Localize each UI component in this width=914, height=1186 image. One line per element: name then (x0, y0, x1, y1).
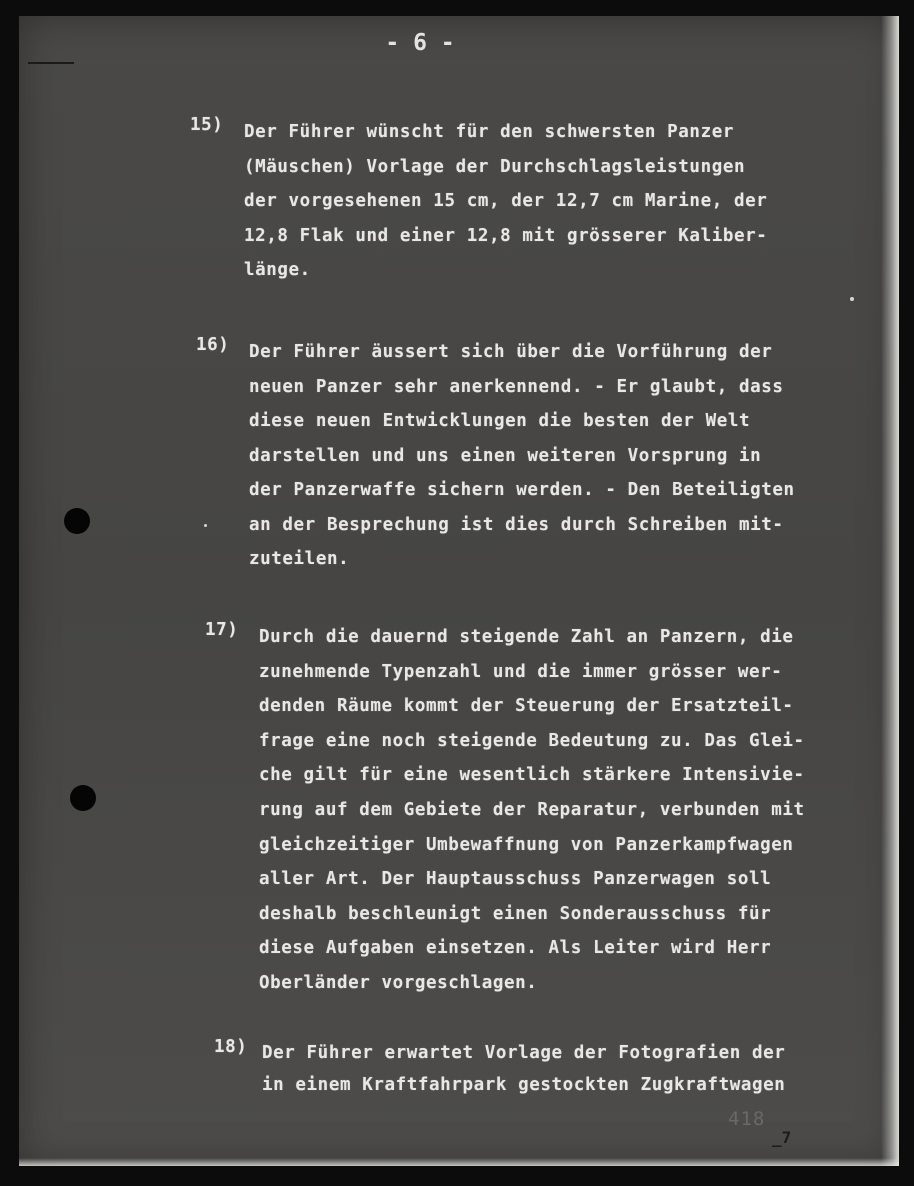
paragraph-15 (190, 115, 767, 288)
page-edge-highlight (881, 16, 899, 1166)
text-line: rung auf dem Gebiete der Reparatur, verbunden mit (259, 799, 805, 820)
continuation-marker: _7 (772, 1128, 792, 1147)
paragraph-body (244, 115, 767, 288)
text-line: länge. (244, 260, 311, 280)
text-line: Der Führer wünscht für den schwersten Panzer (244, 122, 734, 142)
text-line: Der Führer erwartet Vorlage der Fotografien der (262, 1043, 786, 1063)
text-line: 12,8 Flak und einer 12,8 mit grösserer Kaliber- (244, 225, 768, 246)
paragraph-number: 15) (190, 115, 224, 135)
archive-stamp-number: 418 (728, 1108, 766, 1130)
text-line: che gilt für eine wesentlich stärkere Intensivie- (259, 765, 805, 786)
text-line: darstellen und uns einen weiteren Vorsprung in (249, 445, 762, 466)
text-line: zunehmende Typenzahl und die immer grösser wer- (259, 661, 783, 682)
text-line: gleichzeitiger Umbewaffnung von Panzerkampfwagen (259, 834, 794, 855)
text-line: Oberländer vorgeschlagen. (259, 972, 538, 993)
paragraph-17 (205, 620, 805, 1001)
text-line: Durch die dauernd steigende Zahl an Panzern, die (259, 627, 794, 647)
text-line: frage eine noch steigende Bedeutung zu. Das Glei- (259, 730, 805, 751)
text-line: diese neuen Entwicklungen die besten der Welt (249, 411, 751, 431)
paragraph-number: 17) (205, 620, 239, 640)
text-line: denden Räume kommt der Steuerung der Ersatzteil- (259, 696, 794, 717)
text-line: deshalb beschleunigt einen Sonderausschuss für (259, 903, 772, 924)
text-line: aller Art. Der Hauptausschuss Panzerwagen soll (259, 869, 772, 890)
text-line: (Mäuschen) Vorlage der Durchschlagsleistungen (244, 156, 746, 177)
paragraph-16 (196, 335, 795, 577)
punch-hole-top (64, 508, 90, 534)
text-line: in einem Kraftfahrpark gestockten Zugkraftwagen (262, 1075, 786, 1095)
dust-speck (850, 297, 854, 301)
text-line: der Panzerwaffe sichern werden. - Den Beteiligten (249, 480, 795, 500)
text-line: der vorgesehenen 15 cm, der 12,7 cm Marine, der (244, 191, 768, 211)
paragraph-number: 18) (214, 1037, 248, 1057)
margin-pen-mark (28, 62, 74, 64)
text-line: diese Aufgaben einsetzen. Als Leiter wird Herr (259, 938, 772, 959)
paragraph-body (259, 620, 805, 1001)
punch-hole-bottom (70, 785, 96, 811)
page-edge-highlight-bottom (19, 1158, 899, 1166)
paragraph-number: 16) (196, 335, 230, 355)
text-line: zuteilen. (249, 549, 350, 569)
page-number: - 6 - (385, 30, 455, 56)
paragraph-body (249, 335, 795, 577)
paragraph-18 (214, 1037, 785, 1101)
text-line: an der Besprechung ist dies durch Schreiben mit- (249, 514, 784, 535)
paragraph-body (262, 1037, 785, 1101)
text-line: Der Führer äussert sich über die Vorführung der (249, 342, 773, 362)
text-line: neuen Panzer sehr anerkennend. - Er glaubt, dass (249, 376, 784, 397)
